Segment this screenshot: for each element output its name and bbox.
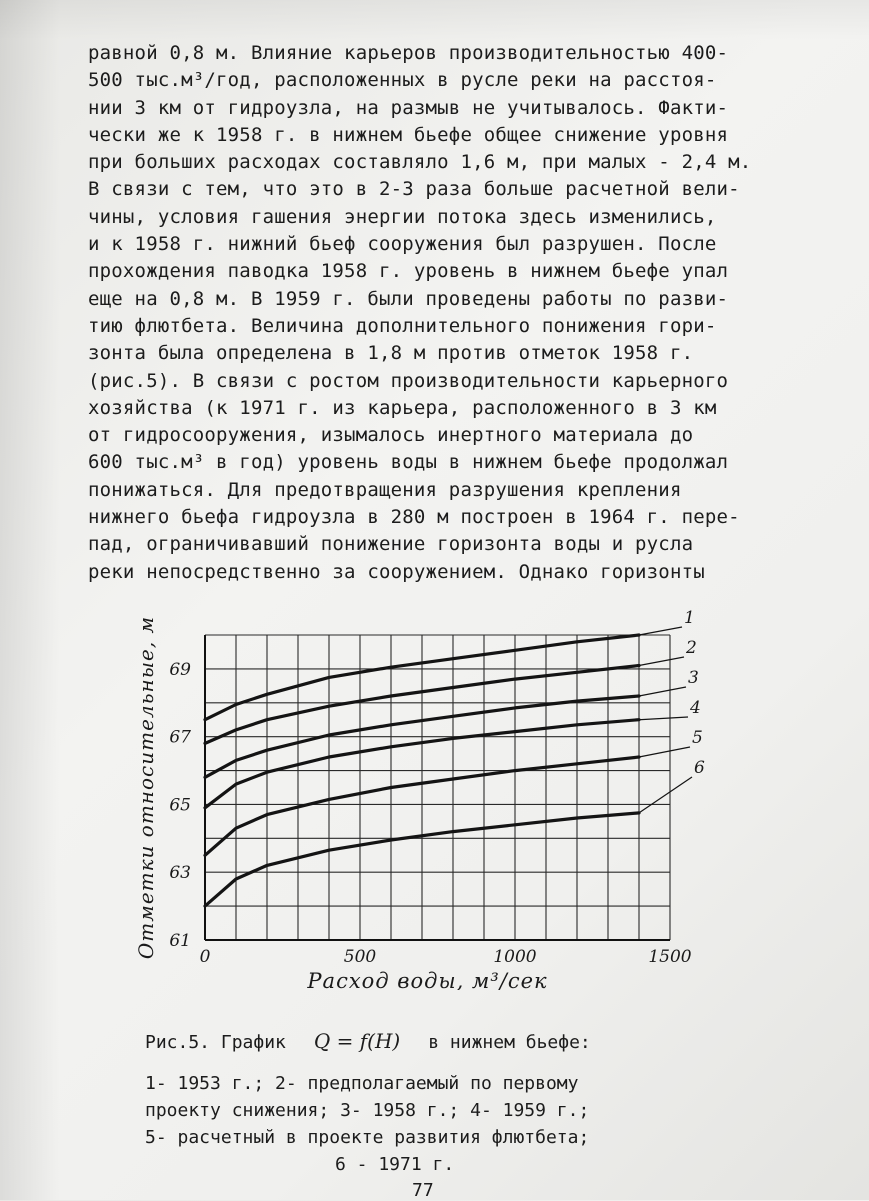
y-tick-label: 67 [169,727,191,748]
caption-prefix: Рис.5. График [145,1032,286,1053]
y-tick-label: 65 [169,795,191,816]
text-line: чины, условия гашения энергии потока здесь изменились, [88,205,717,228]
x-tick-label: 500 [343,947,377,967]
series-leader-line [639,627,682,635]
x-tick-label: 1500 [648,947,692,967]
series-label: 5 [692,728,703,748]
series-leader-line [639,747,690,757]
text-line: пад, ограничивавший понижение горизонта воды и русла [88,533,694,556]
y-tick-label: 61 [169,931,191,951]
series-label: 1 [684,608,695,628]
series-leader-line [639,777,692,813]
caption-legend-line: 1- 1953 г.; 2- предполагаемый по первому [145,1073,579,1094]
text-line: и к 1958 г. нижний бьеф сооружения был разрушен. После [88,233,717,256]
text-line: при больших расходах составляло 1,6 м, при малых - 2,4 м. [88,151,752,174]
series-label: 4 [690,698,701,718]
text-line: реки непосредственно за сооружением. Однако горизонты [88,560,705,583]
series-label: 6 [694,758,705,778]
text-line: еще на 0,8 м. В 1959 г. были проведены работы по разви- [88,287,729,310]
text-line: нии 3 км от гидроузла, на размыв не учитывалось. Факти- [88,96,729,119]
text-line: прохождения паводка 1958 г. уровень в нижнем бьефе упал [88,260,729,283]
figure-chart [120,605,740,990]
x-axis-label: Расход воды, м³/сек [307,969,548,990]
body-text [88,40,848,586]
text-line: 500 тыс.м³/год, расположенных в русле реки на расстоя- [88,69,717,92]
page-number: 77 [412,1180,434,1201]
y-tick-label: 63 [169,863,191,884]
y-axis-label: Отметки относительные, м [134,615,158,960]
caption-formula: Q = f(H) [313,1029,401,1053]
text-line: 600 тыс.м³ в год) уровень воды в нижнем бьефе продолжал [88,451,729,474]
text-line: нижнего бьефа гидроузла в 280 м построен в 1964 г. пере- [88,506,740,529]
caption-legend-line: проекту снижения; 3- 1958 г.; 4- 1959 г.; [145,1100,590,1121]
text-line: тию флютбета. Величина дополнительного понижения гори- [88,314,717,337]
text-line: равной 0,8 м. Влияние карьеров производительностью 400- [88,42,729,64]
x-tick-label: 0 [199,947,211,967]
series-label: 3 [688,668,699,688]
text-line: (рис.5). В связи с ростом производительности карьерного [88,369,729,392]
text-line: от гидросооружения, изымалось инертного материала до [88,424,694,447]
chart-svg [120,605,740,990]
text-line: зонта была определена в 1,8 м против отметок 1958 г. [88,342,694,365]
series-label: 2 [686,638,697,658]
page-shadow-left [0,0,60,1200]
figure-caption [145,1028,765,1178]
text-line: понижаться. Для предотвращения разрушения крепления [88,478,682,501]
y-tick-label: 69 [169,659,191,680]
caption-suffix: в нижнем бьефе: [428,1032,591,1053]
text-line: В связи с тем, что это в 2-3 раза больше расчетной вели- [88,178,740,201]
caption-legend-line: 6 - 1971 г. [335,1154,455,1175]
series-leader-line [639,687,686,696]
series-leader-line [639,657,684,666]
text-line: хозяйства (к 1971 г. из карьера, расположенного в 3 км [88,396,717,419]
caption-legend-line: 5- расчетный в проекте развития флютбета; [145,1127,590,1148]
x-tick-label: 1000 [493,947,537,967]
page-shadow-top [0,0,869,40]
text-line: чески же к 1958 г. в нижнем бьефе общее снижение уровня [88,123,729,146]
series-leader-line [639,717,688,720]
